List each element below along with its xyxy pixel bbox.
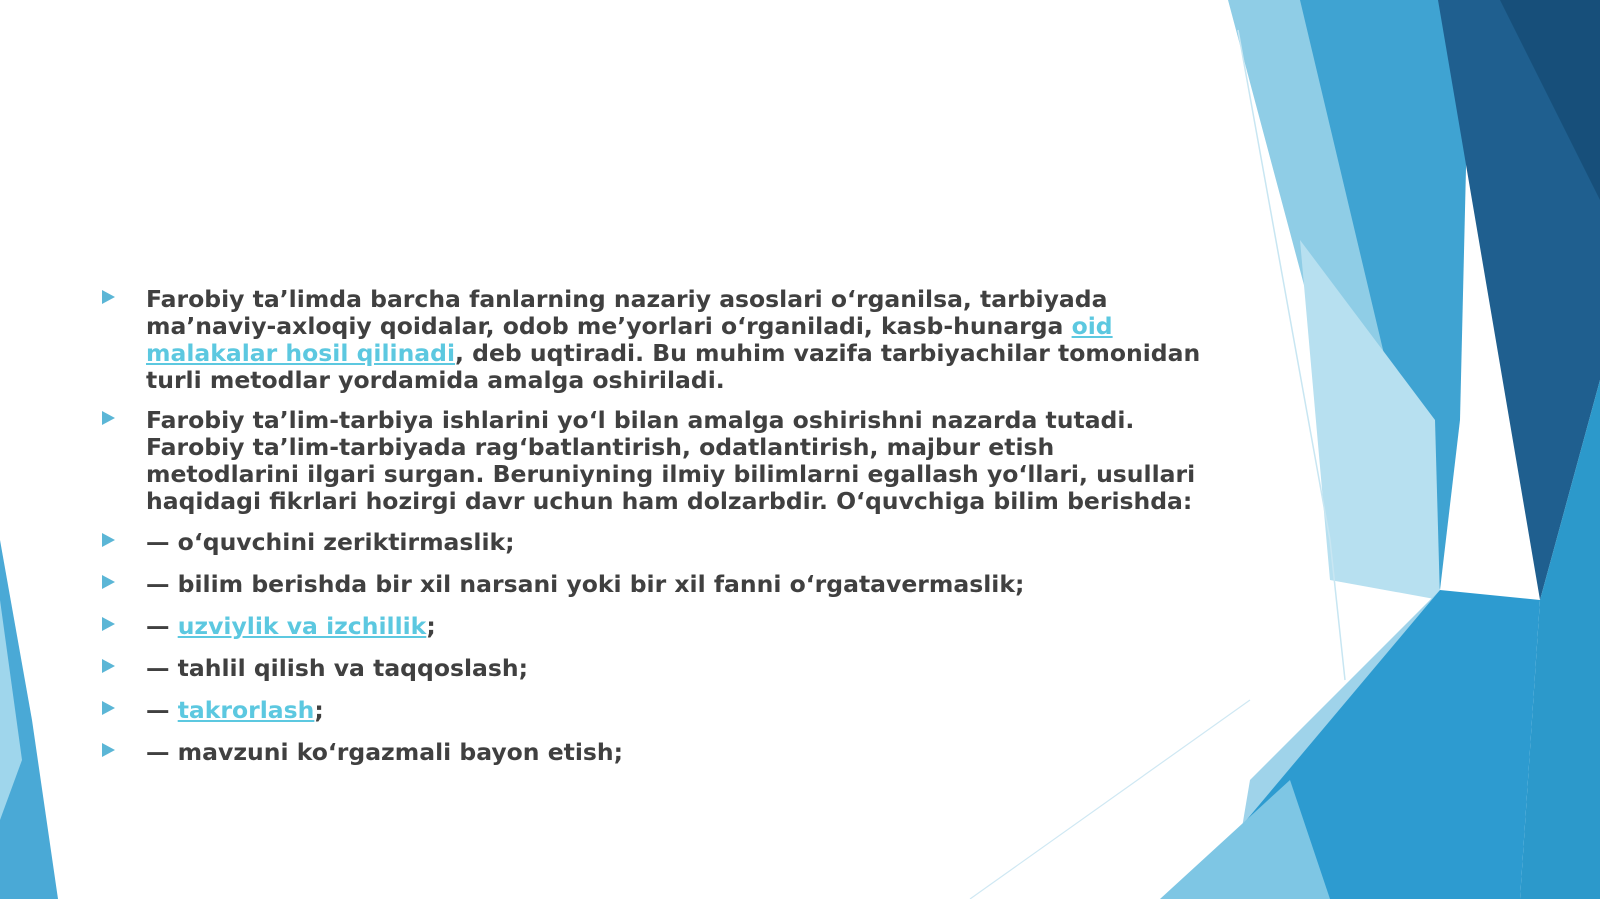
bullet-paragraph-2 [96, 407, 1211, 515]
triangle-arrow-icon [102, 411, 115, 425]
item-3-text-after: ; [426, 612, 436, 640]
bullet-item-6 [96, 739, 1211, 766]
triangle-arrow-icon [102, 533, 115, 547]
triangle-arrow-icon [102, 575, 115, 589]
bullet-list [96, 286, 1211, 781]
bullet-item-4 [96, 655, 1211, 682]
paragraph-1-text-before: Farobiy ta’limda barcha fanlarning nazariy asoslari o‘rganilsa, tarbiyada ma’naviy-axloqiy qoidalar, odob me’yorlari o‘rganiladi, kasb-hunarga [146, 285, 1108, 340]
triangle-arrow-icon [102, 290, 115, 304]
bullet-item-5 [96, 697, 1211, 724]
paragraph-2-text: Farobiy ta’lim-tarbiya ishlarini yo‘l bilan amalga oshirishni nazarda tutadi. Farobiy ta’lim-tarbiyada rag‘batlantirish, odatlantirish, majbur etish metodlarini ilgari surgan. Beruniyning ilmiy bilimlarni egallash yo‘llari, usullari haqidagi fikrlari hozirgi davr uchun ham dolzarbdir. O‘quvchiga bilim berishda: [146, 406, 1196, 515]
paragraph-1-text-after: , deb uqtiradi. Bu muhim vazifa tarbiyachilar tomonidan turli metodlar yordamida amalga oshiriladi. [146, 339, 1201, 394]
link-oid-malakalar[interactable]: oid malakalar hosil qilinadi [146, 312, 1113, 367]
bullet-item-1 [96, 529, 1211, 556]
triangle-arrow-icon [102, 701, 115, 715]
bullet-paragraph-1 [96, 286, 1211, 394]
item-1-text: — o‘quvchini zeriktirmaslik; [146, 528, 515, 556]
bullet-item-2 [96, 571, 1211, 598]
link-uzviylik[interactable]: uzviylik va izchillik [177, 612, 427, 640]
item-4-text: — tahlil qilish va taqqoslash; [146, 654, 528, 682]
item-3-text-before: — [146, 612, 178, 640]
triangle-arrow-icon [102, 617, 115, 631]
triangle-arrow-icon [102, 659, 115, 673]
triangle-arrow-icon [102, 743, 115, 757]
item-6-text: — mavzuni ko‘rgazmali bayon etish; [146, 738, 624, 766]
link-takrorlash[interactable]: takrorlash [177, 696, 315, 724]
item-5-text-before: — [146, 696, 178, 724]
item-5-text-after: ; [314, 696, 324, 724]
item-2-text: — bilim berishda bir xil narsani yoki bir xil fanni o‘rgatavermaslik; [146, 570, 1025, 598]
bullet-item-3 [96, 613, 1211, 640]
